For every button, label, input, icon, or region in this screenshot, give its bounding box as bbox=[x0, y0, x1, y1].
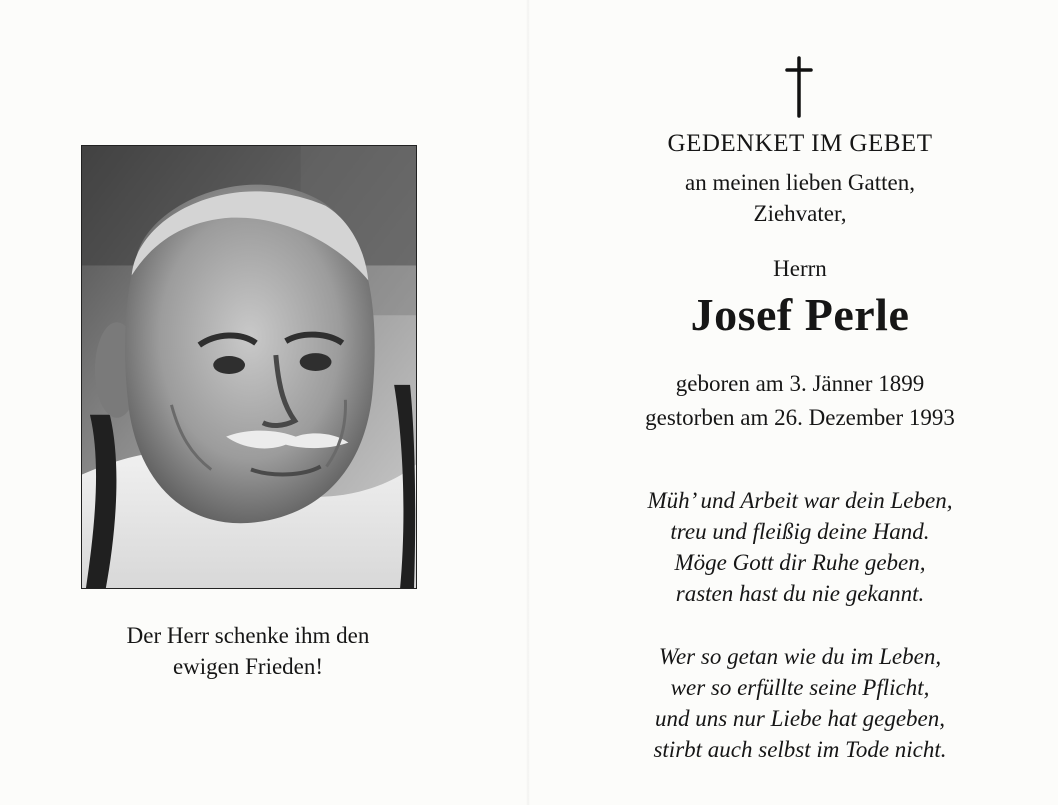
dedication-line-2: Ziehvater, bbox=[753, 201, 847, 226]
right-panel bbox=[560, 0, 1040, 805]
portrait-image bbox=[82, 146, 416, 588]
heading: GEDENKET IM GEBET bbox=[667, 130, 933, 157]
portrait-photo bbox=[81, 145, 417, 589]
caption-line-2: ewigen Frieden! bbox=[172, 654, 324, 679]
caption-line-1: Der Herr schenke ihm den bbox=[126, 623, 370, 648]
caption bbox=[60, 620, 436, 682]
birth-date: geboren am 3. Jänner 1899 bbox=[675, 371, 925, 396]
verse-1-line-1: Müh’ und Arbeit war dein Leben, bbox=[647, 488, 953, 513]
honorific: Herrn bbox=[773, 256, 827, 281]
cross-icon bbox=[783, 56, 815, 118]
verse-2 bbox=[560, 641, 1040, 765]
verse-2-line-3: und uns nur Liebe hat gegeben, bbox=[654, 706, 945, 731]
left-panel bbox=[0, 0, 526, 805]
verse-1-line-3: Möge Gott dir Ruhe geben, bbox=[674, 550, 926, 575]
verse-1-line-2: treu und fleißig deine Hand. bbox=[670, 519, 930, 544]
dedication-line-1: an meinen lieben Gatten, bbox=[685, 170, 915, 195]
verse-2-line-1: Wer so getan wie du im Leben, bbox=[658, 644, 942, 669]
death-date: gestorben am 26. Dezember 1993 bbox=[645, 405, 955, 430]
verse-1-line-4: rasten hast du nie gekannt. bbox=[675, 581, 925, 606]
verse-2-line-2: wer so erfüllte seine Pflicht, bbox=[670, 675, 930, 700]
verse-1 bbox=[560, 485, 1040, 609]
deceased-name: Josef Perle bbox=[690, 289, 910, 340]
verse-2-line-4: stirbt auch selbst im Tode nicht. bbox=[653, 737, 947, 762]
card-fold bbox=[526, 0, 530, 805]
